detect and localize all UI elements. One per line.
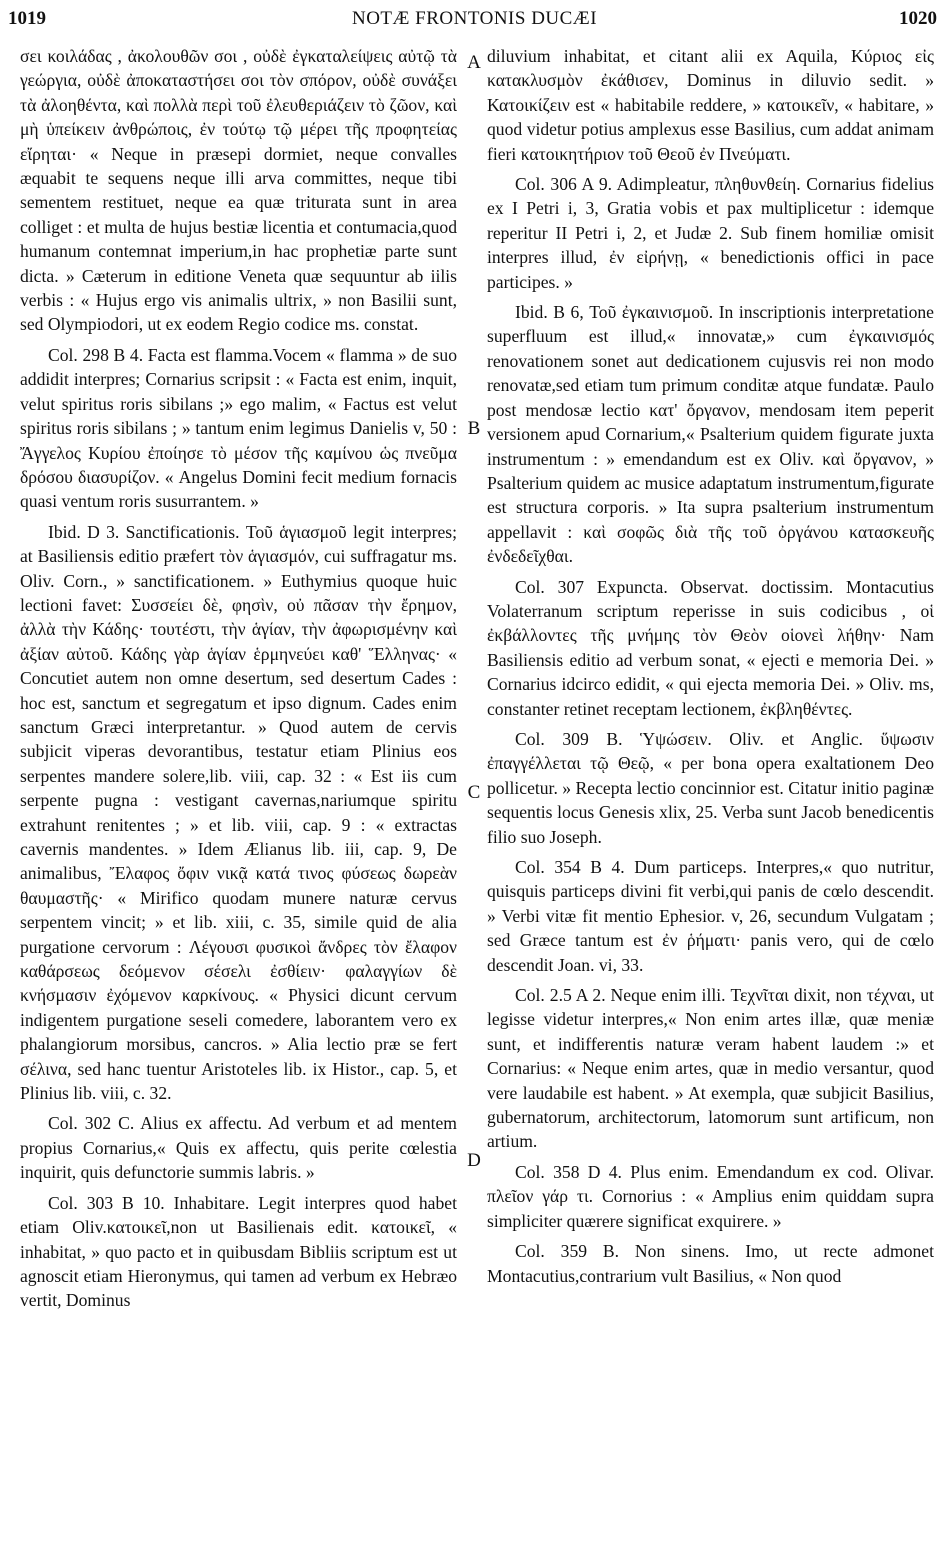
page-number-right: 1020 [899, 8, 937, 29]
section-marker-d: D [467, 1150, 481, 1171]
right-paragraph: Col. 306 A 9. Adimpleatur, πληθυνθείη. Cornarius fidelius ex I Petri i, 3, Gratia vobis et pax multiplicetur : idemque reperitur II Petri i, 2, et Judæ 2. Sub finem homiliæ omisit interpres illud, ἐν εἰρήνῃ, « benedictionis offici in pace participes. » [487, 174, 934, 292]
left-column [20, 44, 457, 1313]
left-paragraph: Col. 302 C. Alius ex affectu. Ad verbum et ad mentem propius Cornarius,« Quis ex affectu, quis perite cœlestia inquirit, quis defunctorie summis labris. » [20, 1113, 457, 1183]
right-paragraph: Ibid. B 6, Τοῦ ἐγκαινισμοῦ. In inscriptionis interpretatione superfluum est illud,« innovatæ,» cum ἐγκαινισμός renovationem sonet aut dedicationem cujusvis rei non modo renovatæ,sed etiam tum primum conditæ atque fundatæ. Paulo post mendosæ lectio κατ' ὄργανον, mendosam item peperit versionem apud Cornarium,« Psalterium quidem figurate juxta instrumentum : » emendandum est ex Oliv. καὶ ὄργανον, » Psalterium quidem ac musice adaptatum instrumentum,figurate est structura corporis. » Ita supra psalterium instrumentum appellavit : καὶ σοφῶς διὰ τῆς τοῦ ὀργάνου κατασκευῆς ἐνδεδεῖχθαι. [487, 302, 934, 567]
right-paragraph: Col. 2.5 A 2. Neque enim illi. Τεχνῖται dixit, non τέχναι, ut legisse videtur interpres,« Non enim artes illæ, quæ meniæ sunt, et indifferentis naturæ veram habent laudem :» et Cornarius: « Neque enim artes, quæ in medio versantur, quod vere laudabile est habent. » At exempla, quæ subjicit Basilius, gubernatorum, architectorum, latomorum sunt artificum, non artium. [487, 985, 934, 1152]
page-number-left: 1019 [8, 8, 46, 29]
section-marker-a: A [467, 52, 481, 73]
right-paragraph: diluvium inhabitat, et citant alii ex Aquila, Κύριος εἰς κατακλυσμὸν ἐκάθισεν, Dominus in diluvio sedit. » Κατοικίζειν est « habitabile reddere, » κατοικεῖν, « habitare, » quod videtur potius amplexus esse Basilius, cum addat animam fieri κατοικητήριον τοῦ Θεοῦ ἐν Πνεύματι. [487, 46, 934, 164]
right-paragraph: Col. 354 B 4. Dum particeps. Interpres,« quo nutritur, quisquis particeps divini fit verbi,qui panis de cœlo descendit. » Verbi vitæ fit mentio Ephesior. v, 26, secundum Vulgatam ; sed Græce tantum est ἐν ῥήματι· panis vero, qui de cœlo descendit Joan. vi, 33. [487, 857, 934, 975]
left-paragraph: Col. 303 B 10. Inhabitare. Legit interpres quod habet etiam Oliv.κατοικεῖ,non ut Basilienais edit. κατοικεῖ, « inhabitat, » quo pacto et in quibusdam Bibliis scriptum est ut agnoscit etiam Hieronymus, qui tamen ad verbum ex Hebræo vertit, Dominus [20, 1192, 457, 1311]
section-marker-c: C [467, 782, 481, 803]
running-title: NOTÆ FRONTONIS DUCÆI [351, 8, 598, 29]
right-paragraph: Col. 359 B. Non sinens. Imo, ut recte admonet Montacutius,contrarium vult Basilius, « Non quod [487, 1241, 934, 1286]
left-paragraph: σει κοιλάδας , ἀκολουθῶν σοι , οὐδὲ ἐγκαταλείψεις αὐτῷ τὰ γεώργια, οὐδὲ ἀποκαταστήσει σοι τὸν σπόρον, οὐδὲ συνάξει τὰ ἀλοηθέντα, καὶ πολλὰ περὶ τοῦ ἐλευθεριάζειν τὸ ζῶον, καὶ μὴ ὑπείκειν ἀνθρώποις, ἐν τούτῳ τῷ μέρει τῆς προφητείας εἴρηται· « Neque in præsepi dormiet, neque convalles æquabit te sequens neque illi arva committes, neque tibi sementem restituet, neque ea quæ triturata sunt in area colliget : et multa de hujus bestiæ licentia et contumacia,quod humanum contemnat imperium,in hac prophetiæ parte sunt dicta. » Cæterum in editione Veneta quæ sequuntur ab iilis verbis : « Hujus ergo vis animalis ultrix, » non Basilii sunt, sed Olympiodori, ut ex eodem Regio codice ms. constat. [20, 46, 457, 335]
right-paragraph: Col. 309 B. Ὑψώσειν. Oliv. et Anglic. ὕψωσιν ἐπαγγέλλεται τῷ Θεῷ, « per bona opera exaltationem Deo pollicetur. » Recepta lectio concinnior est. Citatur initio paginæ sequentis locus Genesis xlix, 25. Verba sunt Jacob benedicentis filio suo Joseph. [487, 728, 934, 847]
left-paragraph: Ibid. D 3. Sanctificationis. Τοῦ ἁγιασμοῦ legit interpres; at Basiliensis editio præfert τὸν ἁγιασμόν, cui suffragatur ms. Oliv. Corn., » sanctificationem. » Euthymius quoque huic lectioni favet: Συσσείει δὲ, φησὶν, οὐ πᾶσαν τὴν ἔρημον, ἀλλὰ τὴν Κάδης· τουτέστι, τὴν ἁγίαν, τὴν ἀφωρισμένην καὶ ἀξίαν αὐτοῦ. Κάδης γὰρ ἁγίαν ἑρμηνεύει καθ' Ἕλληνας· « Concutiet autem non omne desertum, sed desertum Cades : hoc est, sanctum et segregatum et ipso dignum. Cades enim sanctum Græci interpretantur. » Quod autem de cervis subjicit viperas devorantibus, testatur etiam Plinius eos serpentes mandere solere,lib. viii, cap. 32 : « Est iis cum serpente pugna : vestigant cavernas,nariumque spiritu extrahunt renitentes ; » et lib. viii, cap. 9 : « extractas cavernis mandentes. » Idem Ælianus lib. iii, cap. 9, De animalibus, Ἔλαφος ὄφιν νικᾷ κατά τινος φύσεως δωρεὰν θαυμαστῆς· « Mirifico quodam munere naturæ cervus serpentem vincit; » et lib. xiii, c. 35, simile quid de alia purgatione cervorum : Λέγουσι φυσικοὶ ἄνδρες τὸν ἔλαφον καθάρσεως δεόμενον σέσελι ἐσθίειν· φαλαγγίων δὲ κνήσμασιν ἐχόμενον καρκίνους. « Physici dicunt cervum indigentem purgatione seseli comedere, laborantem vero ex phalangiorum morsibus, cancros. » Alia lectio præ se fert σέλινα, sed hanc tuentur Aristoteles lib. ix Histor., cap. 5, et Plinius lib. viii, c. 32. [20, 521, 457, 1104]
right-column [487, 44, 934, 1288]
right-paragraph: Col. 307 Expuncta. Observat. doctissim. Montacutius Volaterranum scriptum reperisse in suis codicibus , οἱ ἐκβάλλοντες τῆς μνήμης τὸν Θεὸν οἱονεὶ λήθην· Nam Basiliensis editio ad verbum sonat, « ejecti e memoria Dei. » Cornarius idcirco edidit, « qui ejecta memoria Dei. » Oliv. ms, constanter retinet receptam lectionem, ἐκβληθέντες. [487, 576, 934, 719]
left-paragraph: Col. 298 B 4. Facta est flamma.Vocem « flamma » de suo addidit interpres; Cornarius scripsit : « Facta est enim, inquit, velut spiritus roris sibilans ;» ego malim, « Factus est velut spiritus roris sibilans ; » tantum enim legimus Danielis v, 50 : Ἄγγελος Κυρίου ἐποίησε τὸ μέσον τῆς καμίνου ὡς πνεῦμα δρόσου διασυρίζον. « Angelus Domini fecit medium fornacis quasi ventum roris susurrantem. » [20, 344, 457, 512]
page-header [0, 0, 949, 40]
right-paragraph: Col. 358 D 4. Plus enim. Emendandum ex cod. Olivar. πλεῖον γάρ τι. Cornorius : « Amplius enim quiddam supra simpliciter quærere significat exquirere. » [487, 1161, 934, 1231]
section-marker-b: B [467, 418, 481, 439]
